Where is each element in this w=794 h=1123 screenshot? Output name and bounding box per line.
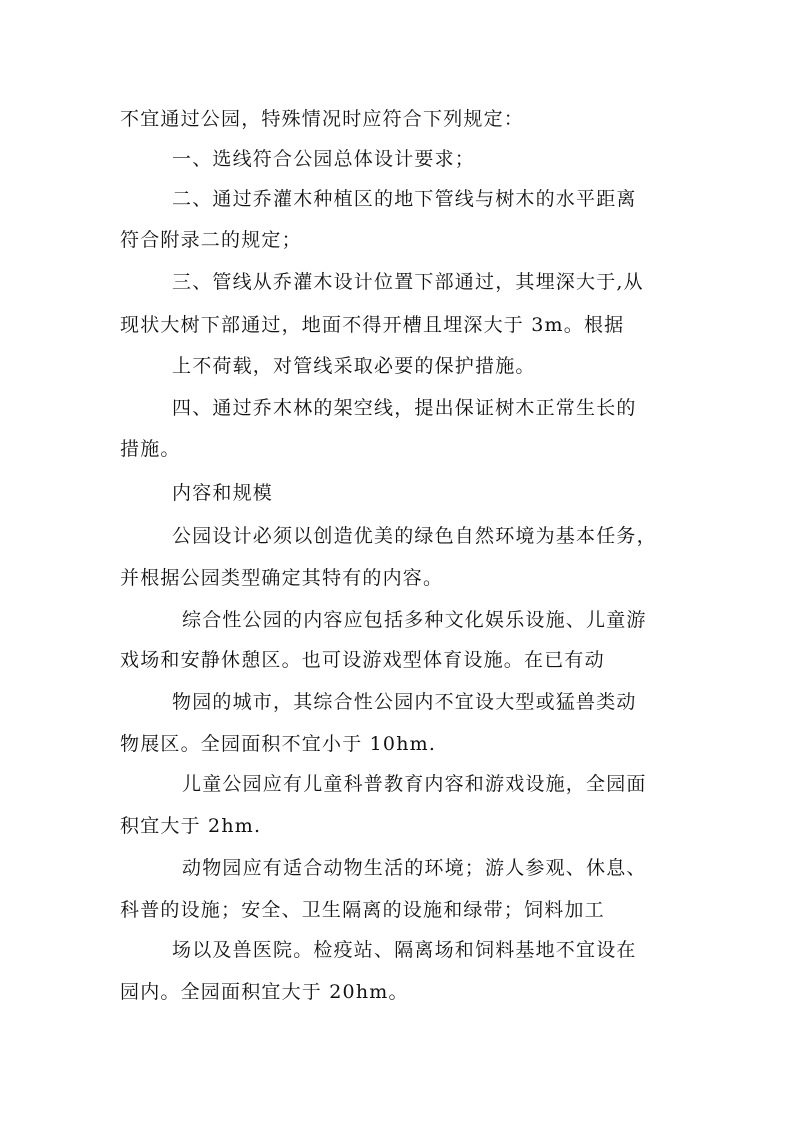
text-line: 措施。	[120, 438, 181, 460]
text-line: 一、选线符合公园总体设计要求；	[172, 148, 476, 170]
section-heading: 内容和规模	[172, 482, 274, 504]
text-line: 公园设计必须以创造优美的绿色自然环境为基本任务，	[172, 525, 657, 547]
text-line: 戏场和安静休憩区。也可设游戏型体育设施。在已有动	[120, 649, 605, 671]
text-line: 并根据公园类型确定其特有的内容。	[120, 567, 444, 589]
text-line: 物园的城市，其综合性公园内不宜设大型或猛兽类动	[172, 691, 637, 713]
text-line: 动物园应有适合动物生活的环境；游人参观、休息、	[182, 857, 647, 879]
text-line: 三、管线从乔灌木设计位置下部通过，其埋深大于,从	[172, 271, 644, 293]
text-line: 符合附录二的规定；	[120, 229, 302, 251]
text-line: 积宜大于 2hm.	[120, 815, 262, 837]
text-line: 不宜通过公园，特殊情况时应符合下列规定：	[120, 108, 525, 130]
text-line: 儿童公园应有儿童科普教育内容和游戏设施，全园面	[182, 773, 647, 795]
text-line: 四、通过乔木林的架空线，提出保证树木正常生长的	[172, 397, 637, 419]
text-line: 场以及兽医院。检疫站、隔离场和饲料基地不宜设在	[172, 939, 637, 961]
text-line: 园内。全园面积宜大于 20hm。	[120, 981, 409, 1003]
text-line: 物展区。全园面积不宜小于 10hm.	[120, 733, 437, 755]
text-line: 现状大树下部通过，地面不得开槽且埋深大于 3m。根据	[120, 314, 625, 336]
text-line: 上不荷载，对管线采取必要的保护措施。	[172, 355, 536, 377]
text-line: 科普的设施；安全、卫生隔离的设施和绿带；饲料加工	[120, 899, 605, 921]
text-line: 综合性公园的内容应包括多种文化娱乐设施、儿童游	[182, 609, 647, 631]
text-line: 二、通过乔灌木种植区的地下管线与树木的水平距离	[172, 188, 637, 210]
